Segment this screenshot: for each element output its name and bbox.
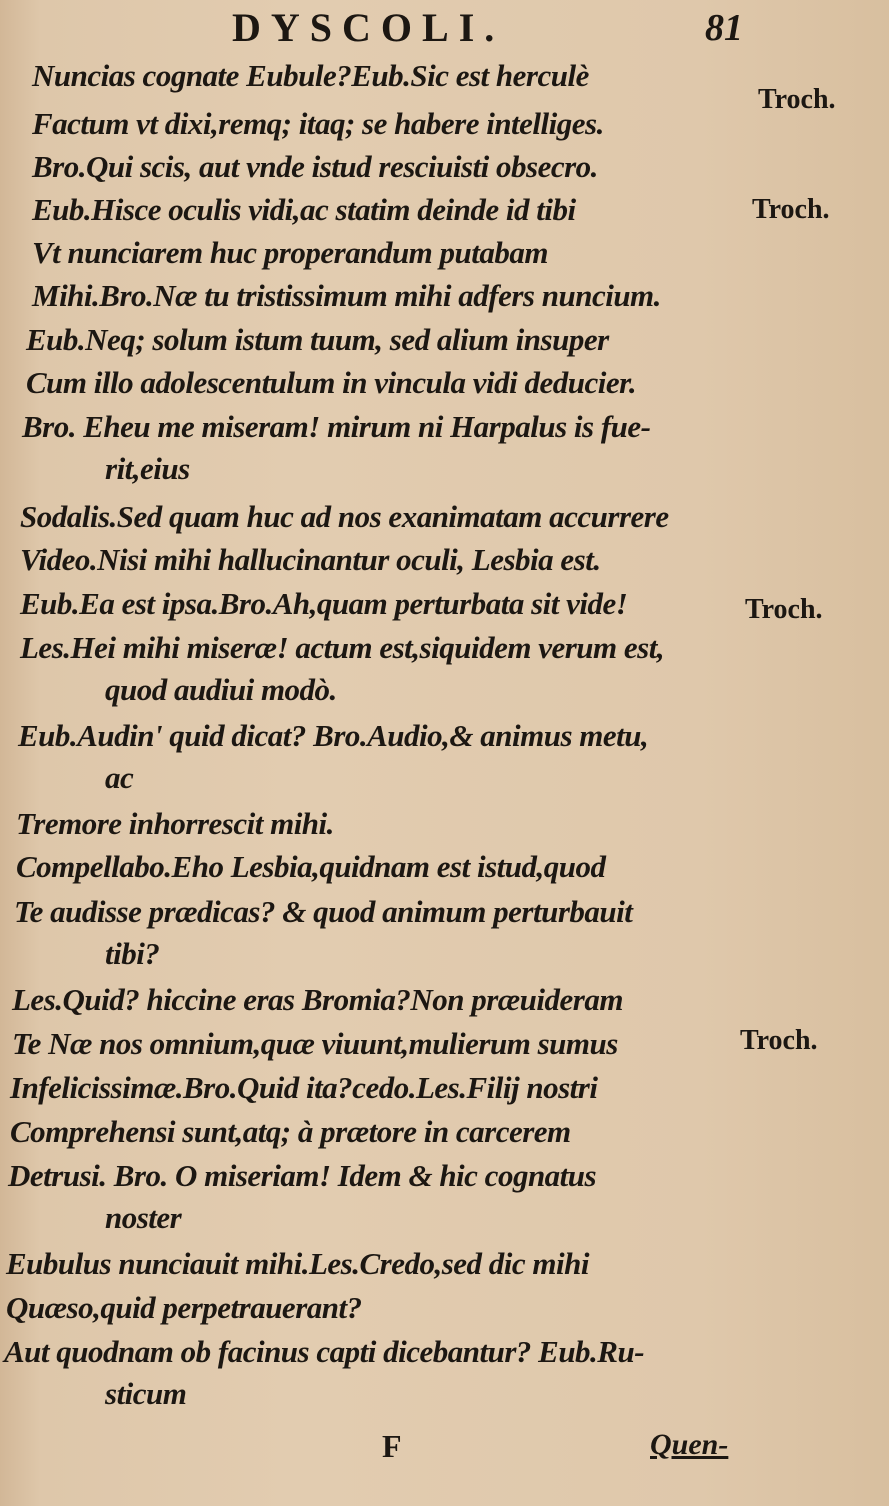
text-line: Cum illo adolescentulum in vincula vidi deducier. bbox=[26, 365, 637, 400]
text-line: Quæso,quid perpetrauerant? bbox=[6, 1290, 362, 1325]
text-line: Aut quodnam ob facinus capti dicebantur? Eub.Ru- bbox=[4, 1334, 645, 1369]
text-line: Infelicissimæ.Bro.Quid ita?cedo.Les.Filij nostri bbox=[10, 1070, 598, 1105]
text-line: noster bbox=[105, 1200, 182, 1235]
margin-note: Troch. bbox=[752, 194, 830, 225]
text-line: Nuncias cognate Eubule?Eub.Sic est herculè bbox=[32, 58, 589, 93]
text-line: Factum vt dixi,remq; itaq; se habere intelliges. bbox=[32, 106, 604, 141]
text-line: sticum bbox=[105, 1376, 187, 1411]
catchword: Quen- bbox=[650, 1428, 729, 1461]
signature-mark: F bbox=[382, 1428, 402, 1464]
text-line: Sodalis.Sed quam huc ad nos exanimatam accurrere bbox=[20, 499, 669, 534]
text-line: Detrusi. Bro. O miseriam! Idem & hic cognatus bbox=[8, 1158, 597, 1193]
text-line: Bro.Qui scis, aut vnde istud resciuisti obsecro. bbox=[32, 149, 598, 184]
running-head: DYSCOLI. bbox=[232, 5, 505, 50]
text-line: Compellabo.Eho Lesbia,quidnam est istud,quod bbox=[16, 849, 606, 884]
text-line: Tremore inhorrescit mihi. bbox=[16, 806, 334, 841]
text-line: Eub.Hisce oculis vidi,ac statim deinde id tibi bbox=[32, 192, 576, 227]
text-line: Mihi.Bro.Næ tu tristissimum mihi adfers nuncium. bbox=[32, 278, 661, 313]
text-line: Vt nunciarem huc properandum putabam bbox=[32, 235, 549, 270]
margin-note: Troch. bbox=[740, 1025, 818, 1056]
margin-note: Troch. bbox=[758, 84, 836, 115]
text-line: Eub.Audin' quid dicat? Bro.Audio,& animus metu, bbox=[18, 718, 649, 753]
text-line: Te audisse prædicas? & quod animum perturbauit bbox=[14, 894, 633, 929]
text-line: Les.Hei mihi miseræ! actum est,siquidem verum est, bbox=[20, 630, 665, 665]
margin-note: Troch. bbox=[745, 594, 823, 625]
text-line: Eub.Ea est ipsa.Bro.Ah,quam perturbata sit vide! bbox=[20, 586, 628, 621]
text-line: Eubulus nunciauit mihi.Les.Credo,sed dic mihi bbox=[6, 1246, 589, 1281]
text-line: Les.Quid? hiccine eras Bromia?Non præuideram bbox=[12, 982, 623, 1017]
text-line: Eub.Neq; solum istum tuum, sed alium insuper bbox=[26, 322, 609, 357]
text-line: quod audiui modò. bbox=[105, 672, 337, 707]
text-line: Comprehensi sunt,atq; à prætore in carcerem bbox=[10, 1114, 571, 1149]
text-line: tibi? bbox=[105, 936, 160, 971]
page-number: 81 bbox=[705, 7, 743, 49]
text-line: rit,eius bbox=[105, 451, 190, 486]
text-line: Bro. Eheu me miseram! mirum ni Harpalus is fue- bbox=[22, 409, 651, 444]
text-line: ac bbox=[105, 760, 134, 795]
text-line: Video.Nisi mihi hallucinantur oculi, Lesbia est. bbox=[20, 542, 601, 577]
text-line: Te Næ nos omnium,quæ viuunt,mulierum sumus bbox=[12, 1026, 618, 1061]
